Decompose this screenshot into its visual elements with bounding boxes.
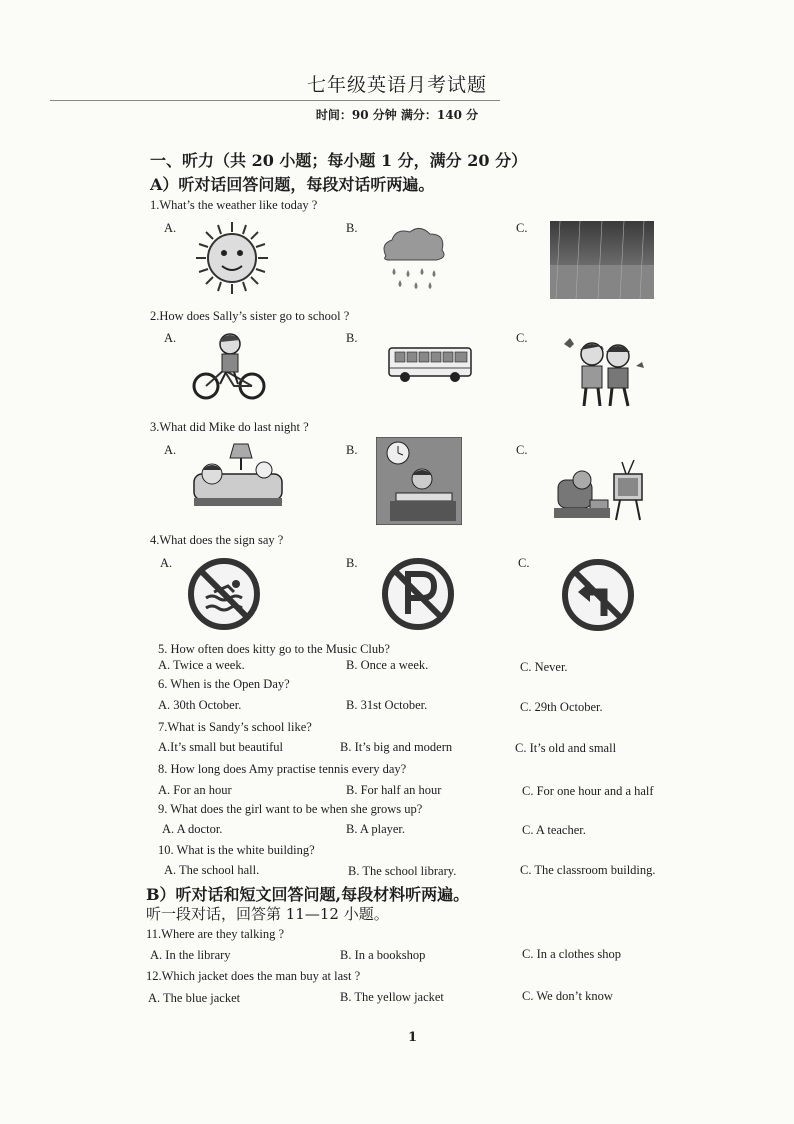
option-c: C. 29th October. <box>520 700 603 714</box>
option-label-c: C. <box>516 331 528 345</box>
question-7: 7.What is Sandy’s school like? <box>158 720 312 734</box>
option-a: A.It’s small but beautiful <box>158 740 283 754</box>
option-c: C. Never. <box>520 660 568 674</box>
option-a: A. A doctor. <box>162 822 223 836</box>
question-3: 3.What did Mike do last night ? <box>150 420 309 434</box>
question-4: 4.What does the sign say ? <box>150 533 284 547</box>
question-5: 5. How often does kitty go to the Music Club? <box>158 642 390 656</box>
option-a: A. The school hall. <box>164 863 260 877</box>
option-label-b: B. <box>346 556 358 570</box>
question-10: 10. What is the white building? <box>158 843 315 857</box>
sun-icon <box>194 220 270 296</box>
option-label-b: B. <box>346 221 358 235</box>
stormy-weather-photo <box>550 221 654 299</box>
bicycle-rider-icon <box>190 330 268 402</box>
option-c: C. We don’t know <box>522 989 613 1003</box>
no-parking-sign-icon <box>380 556 456 632</box>
option-label-c: C. <box>516 221 528 235</box>
watching-tv-icon <box>552 458 646 524</box>
option-c: C. A teacher. <box>522 823 586 837</box>
page-number: 1 <box>408 1030 418 1045</box>
part-a-heading: A）听对话回答问题，每段对话听两遍。 <box>150 175 435 194</box>
question-1: 1.What’s the weather like today ? <box>150 198 318 212</box>
header-rule <box>50 100 500 101</box>
part-b-subheading: 听一段对话，回答第 11—12 小题。 <box>146 905 389 923</box>
bus-icon <box>387 344 473 384</box>
question-2: 2.How does Sally’s sister go to school ? <box>150 309 350 323</box>
no-swimming-sign-icon <box>186 556 262 632</box>
option-a: A. 30th October. <box>158 698 242 712</box>
option-b: B. For half an hour <box>346 783 442 797</box>
option-c: C. The classroom building. <box>520 863 656 877</box>
option-b: B. Once a week. <box>346 658 429 672</box>
option-label-a: A. <box>164 331 177 345</box>
option-label-a: A. <box>160 556 173 570</box>
part-b-heading: B）听对话和短文回答问题,每段材料听两遍。 <box>146 885 470 904</box>
option-c: C. For one hour and a half <box>522 784 654 798</box>
question-6: 6. When is the Open Day? <box>158 677 290 691</box>
option-label-b: B. <box>346 331 358 345</box>
no-left-turn-sign-icon <box>560 556 636 634</box>
exam-title: 七年级英语月考试题 <box>306 74 487 96</box>
option-label-c: C. <box>518 556 530 570</box>
option-b: B. 31st October. <box>346 698 428 712</box>
question-12: 12.Which jacket does the man buy at last ? <box>146 969 361 983</box>
option-label-c: C. <box>516 443 528 457</box>
option-label-b: B. <box>346 443 358 457</box>
question-9: 9. What does the girl want to be when she grows up? <box>158 802 423 816</box>
option-b: B. The yellow jacket <box>340 990 444 1004</box>
section-heading: 一、听力（共 20 小题；每小题 1 分，满分 20 分） <box>150 151 528 170</box>
question-8: 8. How long does Amy practise tennis every day? <box>158 762 407 776</box>
option-b: B. In a bookshop <box>340 948 426 962</box>
option-a: A. Twice a week. <box>158 658 245 672</box>
option-a: A. In the library <box>150 948 231 962</box>
children-walking-icon <box>558 336 648 412</box>
option-b: B. A player. <box>346 822 406 836</box>
option-a: A. For an hour <box>158 783 232 797</box>
sleeping-in-bed-icon <box>190 440 286 512</box>
option-c: C. In a clothes shop <box>522 947 621 961</box>
rain-cloud-icon <box>376 222 450 296</box>
question-11: 11.Where are they talking ? <box>146 927 285 941</box>
exam-meta: 时间：90 分钟 满分：140 分 <box>315 108 479 122</box>
option-c: C. It’s old and small <box>515 741 617 755</box>
option-label-a: A. <box>164 221 177 235</box>
option-b: B. It’s big and modern <box>340 740 453 754</box>
option-a: A. The blue jacket <box>148 991 241 1005</box>
studying-at-night-icon <box>376 437 462 525</box>
option-b: B. The school library. <box>348 864 457 878</box>
option-label-a: A. <box>164 443 177 457</box>
